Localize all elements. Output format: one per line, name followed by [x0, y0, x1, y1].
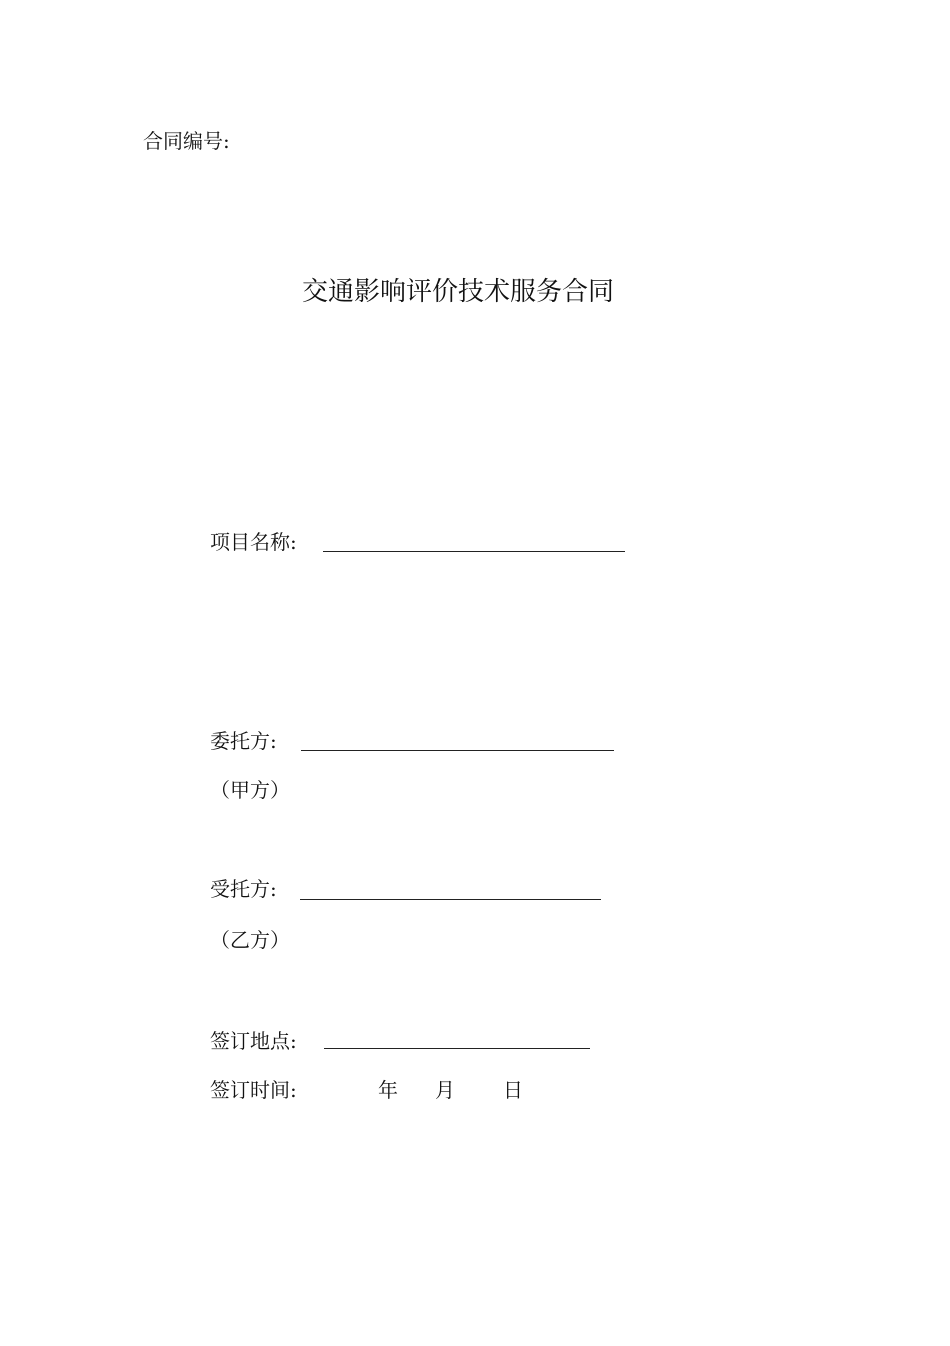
project-name-blank-line [323, 551, 625, 552]
sign-place-label: 签订地点: [210, 1029, 297, 1053]
contractor-blank-line [300, 899, 601, 900]
sign-time-label: 签订时间: [210, 1078, 297, 1102]
client-label: 委托方: [210, 729, 277, 753]
contract-number-label: 合同编号: [143, 129, 230, 153]
year-label: 年 [378, 1078, 398, 1102]
day-label: 日 [503, 1078, 523, 1102]
document-title: 交通影响评价技术服务合同 [302, 277, 615, 307]
sign-place-blank-line [324, 1048, 590, 1049]
contractor-label: 受托方: [210, 877, 277, 901]
client-blank-line [301, 750, 614, 751]
party-b-label: （乙方） [210, 928, 290, 952]
project-name-label: 项目名称: [210, 530, 297, 554]
party-a-label: （甲方） [210, 778, 290, 802]
month-label: 月 [435, 1078, 455, 1102]
